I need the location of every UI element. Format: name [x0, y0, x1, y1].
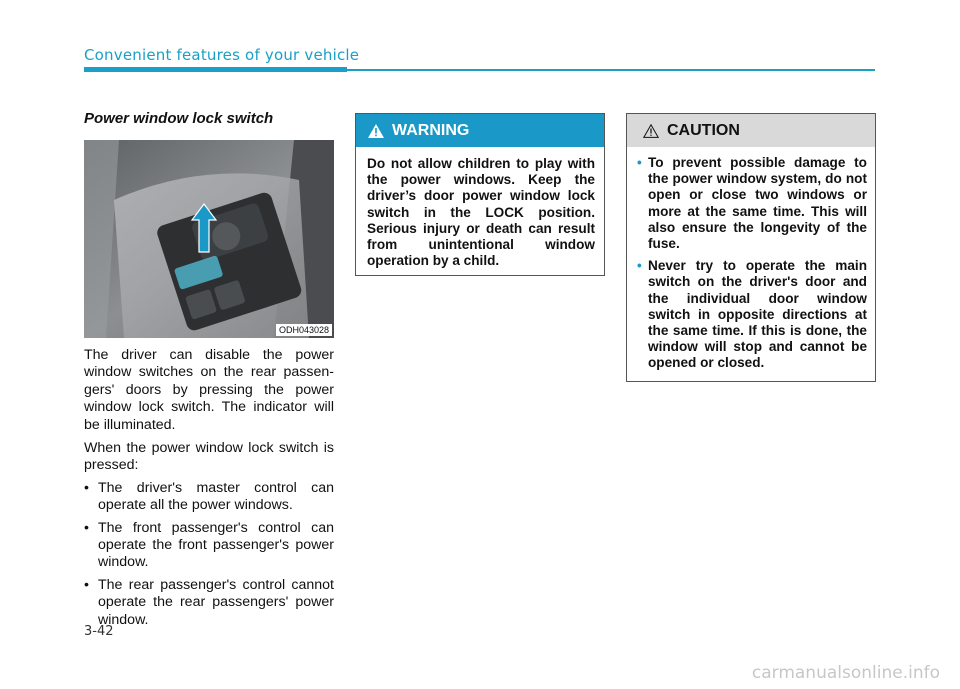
image-code: ODH043028	[276, 324, 332, 336]
warning-box	[355, 113, 605, 276]
warning-title: WARNING	[392, 121, 470, 139]
warning-text: Do not allow children to play with the power windows. Keep the driver’s door power window lock switch in the LOCK position. Serious injury or death can result from unintentional window operation by a child.	[367, 156, 595, 269]
switch-photo	[84, 140, 334, 338]
effects-list	[84, 480, 334, 629]
caution-title: CAUTION	[667, 121, 740, 139]
door-panel-illustration	[84, 140, 334, 338]
caution-triangle-icon	[643, 124, 659, 138]
section-header: Convenient features of your vehicle	[84, 46, 360, 64]
list-item: • The rear passenger's control cannot operate the rear passengers' power window.	[84, 576, 334, 628]
section-title: Power window lock switch	[84, 110, 274, 127]
caution-header	[627, 114, 875, 147]
header-rule	[347, 69, 875, 71]
list-item: • Never try to operate the main switch on the driver's door and the individual door window switch in opposite directions at the same time. If this is done, the window will stop and cannot be opened or closed.	[637, 258, 867, 371]
list-item: • To prevent possible damage to the power window system, do not open or close two windows or more at the same time. This will also ensure the longevity of the fuse.	[637, 155, 867, 252]
watermark: carmanualsonline.info	[751, 663, 940, 683]
warning-header	[356, 114, 604, 147]
caution-box	[626, 113, 876, 382]
warning-triangle-icon	[368, 124, 384, 138]
list-item: • The driver's master control can operate all the power windows.	[84, 479, 334, 514]
paragraph-when-pressed: When the power window lock switch is pressed:	[84, 440, 334, 474]
header-bar	[84, 67, 347, 72]
paragraph-disable: The driver can disable the power window switches on the rear passengers' doors by pressing the power window lock switch. The indicator will be illuminated.	[84, 347, 334, 433]
caution-list	[627, 147, 875, 372]
list-item: • The front passenger's control can operate the front passenger's power window.	[84, 519, 334, 571]
left-column	[84, 110, 334, 629]
page-number: 3-42	[84, 624, 114, 639]
